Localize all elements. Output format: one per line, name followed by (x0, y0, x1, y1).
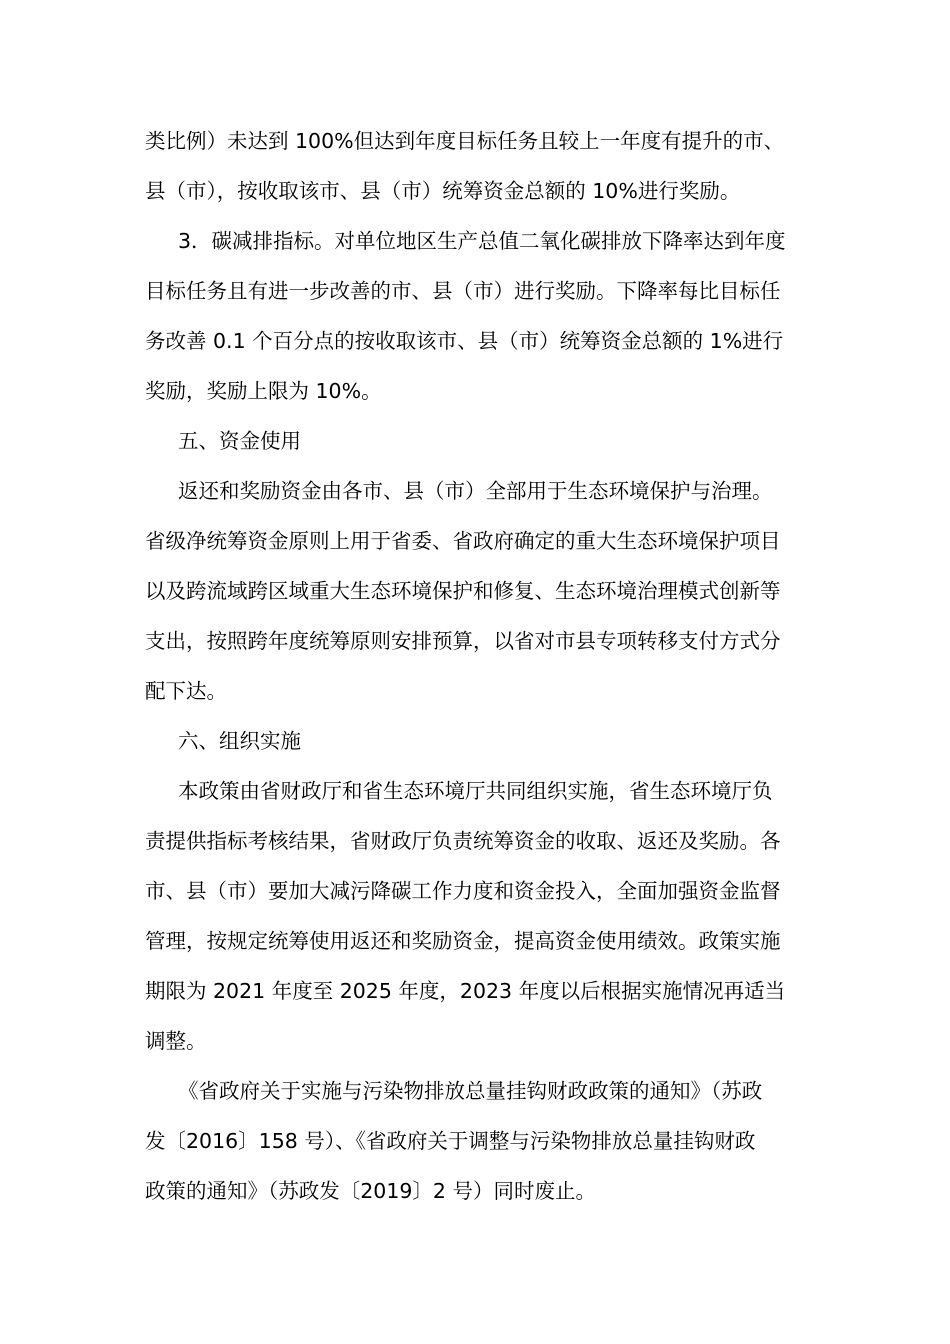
text-line: 县（市），按收取该市、县（市）统筹资金总额的 10%进行奖励。 (145, 179, 741, 203)
text-line: 类比例）未达到 100%但达到年度目标任务且较上一年度有提升的市、 (145, 129, 785, 153)
text-line: 调整。 (145, 1029, 207, 1053)
text-line: 责提供指标考核结果，省财政厅负责统筹资金的收取、返还及奖励。各 (145, 829, 781, 853)
text-line: 本政策由省财政厅和省生态环境厅共同组织实施，省生态环境厅负 (178, 779, 773, 803)
text-line: 3．碳减排指标。对单位地区生产总值二氧化碳排放下降率达到年度 (178, 229, 786, 253)
text-line: 管理，按规定统筹使用返还和奖励资金，提高资金使用绩效。政策实施 (145, 929, 781, 953)
section-heading-implementation: 六、组织实施 (178, 729, 301, 753)
document-body (145, 116, 807, 1216)
text-line: 省级净统筹资金原则上用于省委、省政府确定的重大生态环境保护项目 (145, 529, 781, 553)
text-line: 支出，按照跨年度统筹原则安排预算，以省对市县专项转移支付方式分 (145, 629, 781, 653)
text-line: 配下达。 (145, 679, 227, 703)
text-line: 返还和奖励资金由各市、县（市）全部用于生态环境保护与治理。 (178, 479, 773, 503)
text-line: 奖励，奖励上限为 10%。 (145, 379, 382, 403)
text-line: 发〔2016〕158 号）、《省政府关于调整与污染物排放总量挂钩财政 (145, 1129, 756, 1153)
text-line: 市、县（市）要加大减污降碳工作力度和资金投入，全面加强资金监督 (145, 879, 781, 903)
text-line: 政策的通知》（苏政发〔2019〕2 号）同时废止。 (145, 1179, 596, 1203)
text-line: 《省政府关于实施与污染物排放总量挂钩财政政策的通知》（苏政 (178, 1079, 763, 1103)
text-line: 目标任务且有进一步改善的市、县（市）进行奖励。下降率每比目标任 (145, 279, 781, 303)
text-line: 务改善 0.1 个百分点的按收取该市、县（市）统筹资金总额的 1%进行 (145, 329, 784, 353)
text-line: 以及跨流域跨区域重大生态环境保护和修复、生态环境治理模式创新等 (145, 579, 781, 603)
text-line: 期限为 2021 年度至 2025 年度，2023 年度以后根据实施情况再适当 (145, 979, 786, 1003)
section-heading-fund-use: 五、资金使用 (178, 429, 301, 453)
